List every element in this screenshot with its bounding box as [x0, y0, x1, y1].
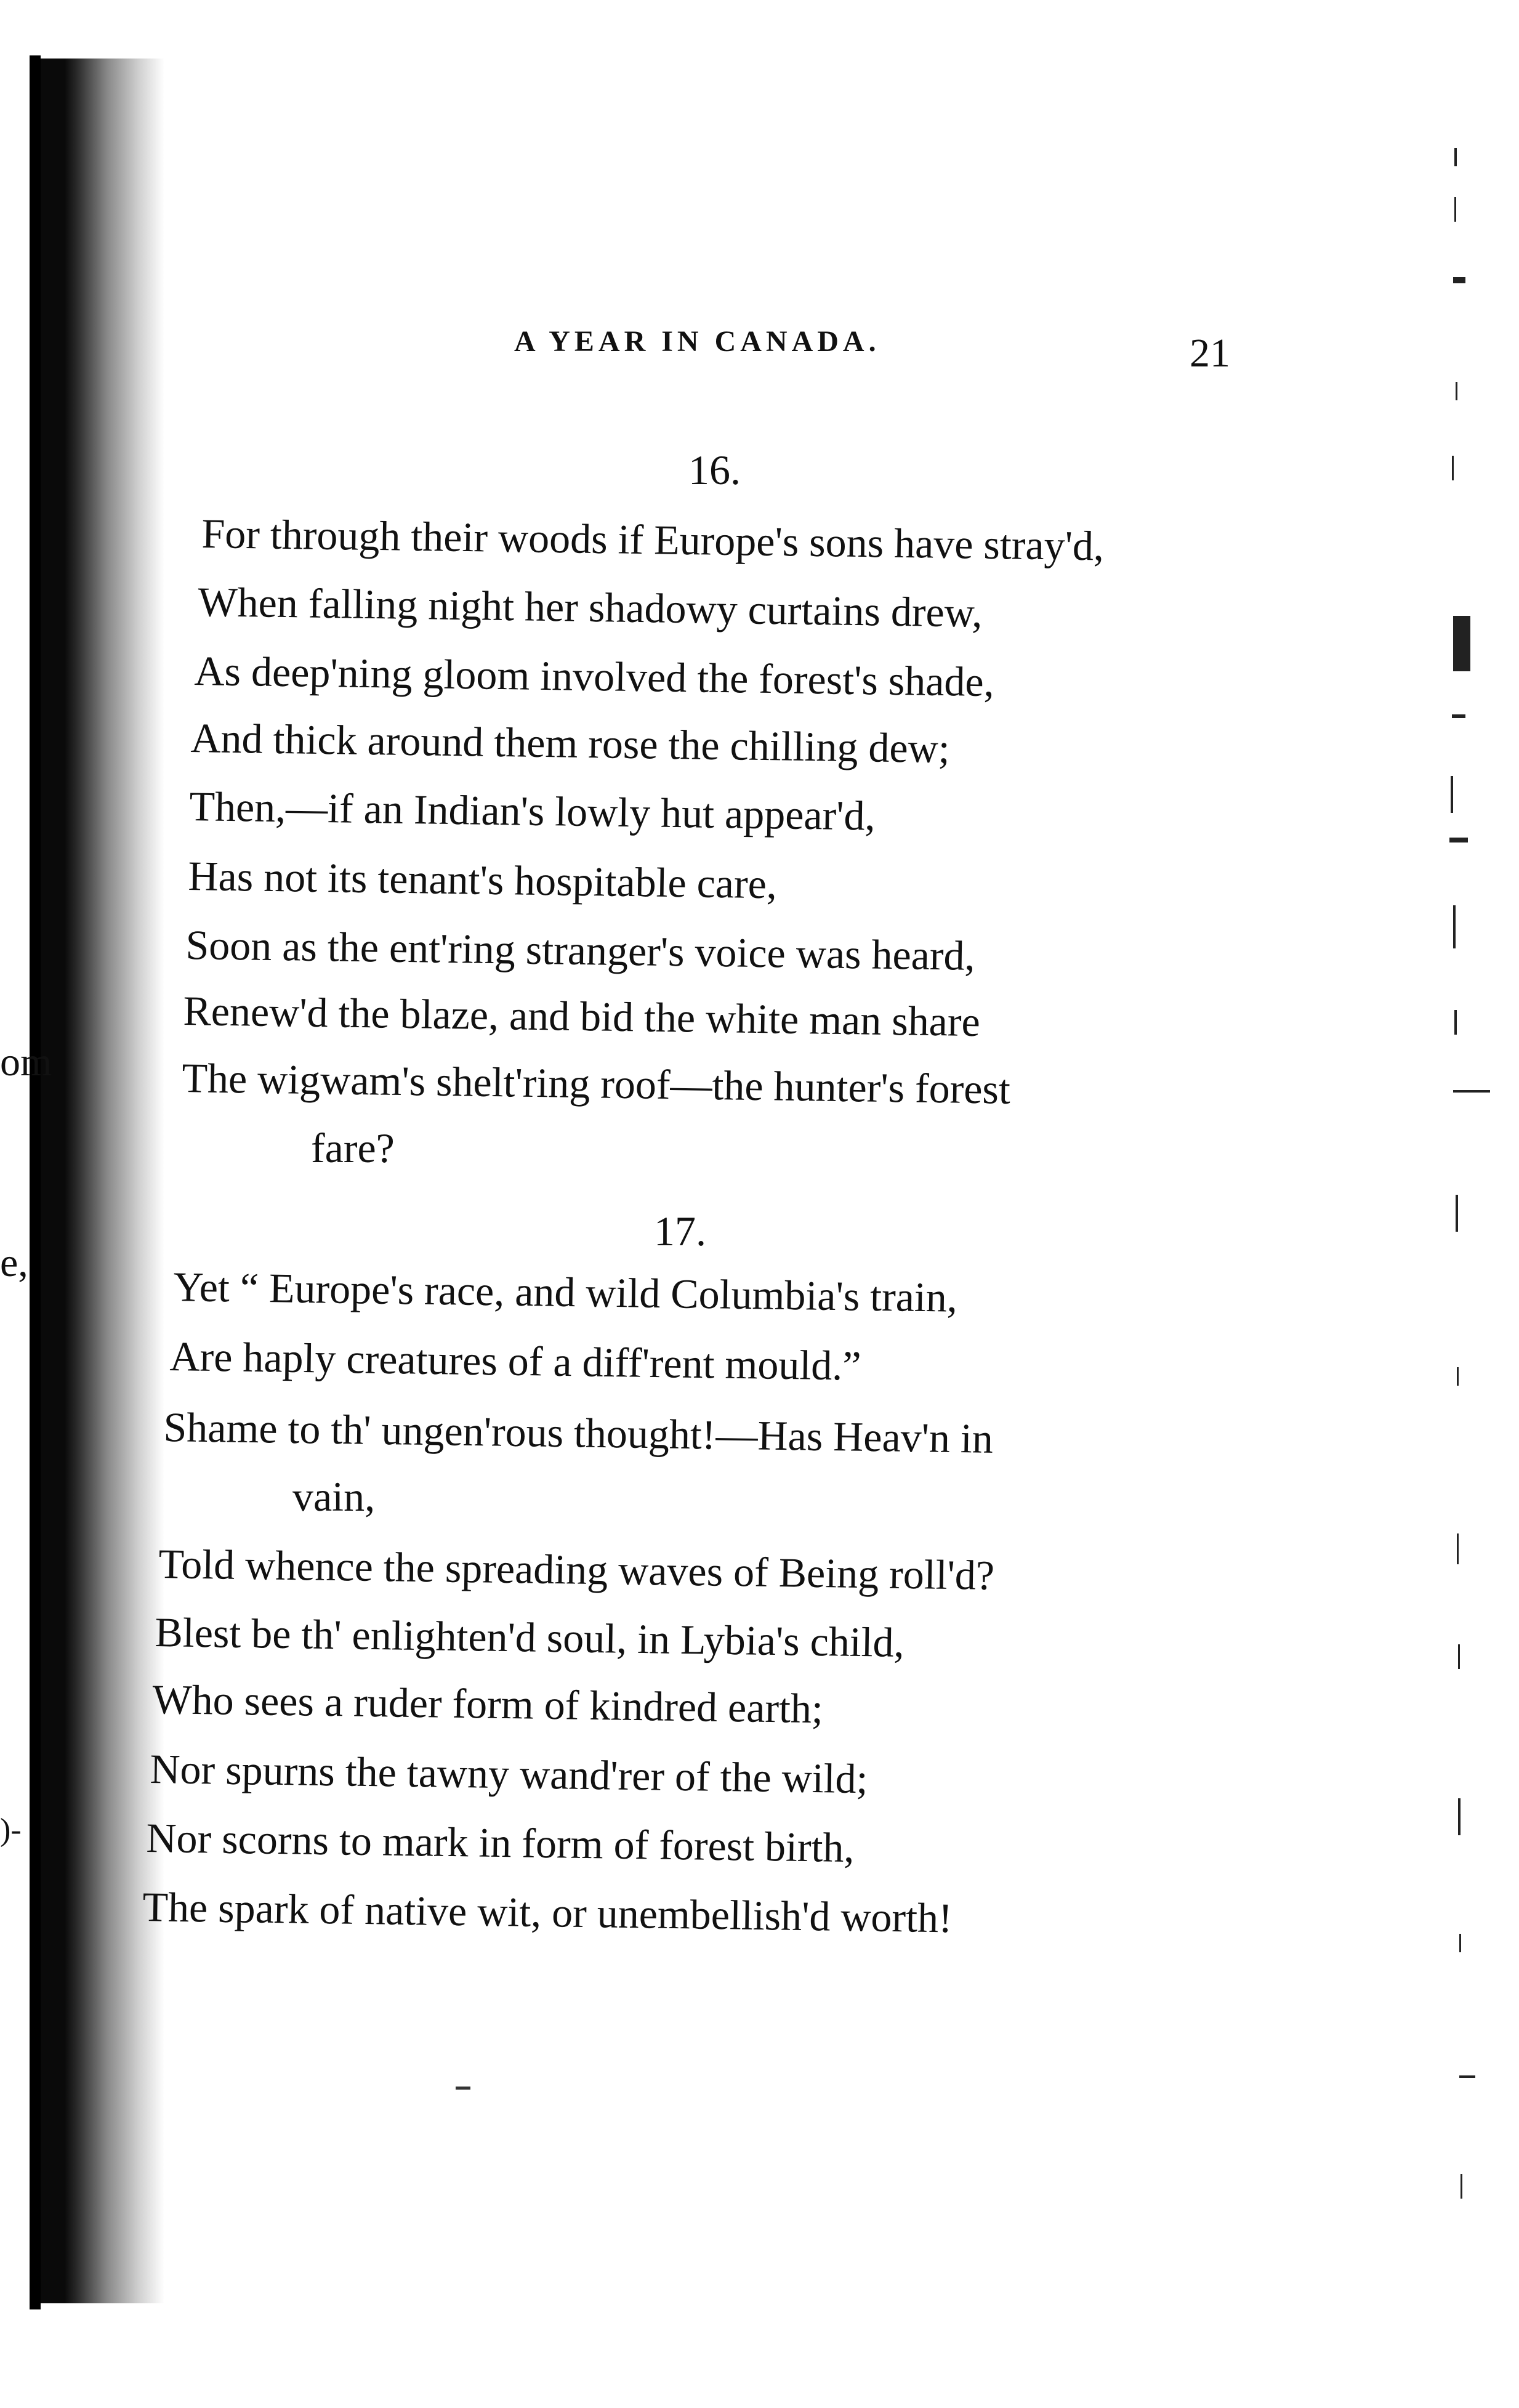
page-number: 21: [1190, 331, 1230, 376]
verse-line: And thick around them rose the chilling dew;: [190, 714, 951, 772]
bottom-mark: [456, 2087, 470, 2090]
verse-line: The spark of native wit, or unembellish'd worth!: [142, 1883, 953, 1942]
verse-line: As deep'ning gloom involved the forest's shade,: [193, 647, 995, 706]
verse-line: Who sees a ruder form of kindred earth;: [151, 1676, 824, 1732]
verse-line: Renew'd the blaze, and bid the white man share: [182, 987, 981, 1046]
verse-line: Blest be th' enlighten'd soul, in Lybia's child,: [154, 1609, 905, 1666]
verse-line: Are haply creatures of a diff'rent mould.”: [169, 1333, 862, 1389]
previous-page-fragment: om: [0, 1040, 52, 1085]
verse-line: Nor scorns to mark in form of forest birth,: [145, 1814, 855, 1872]
verse-line: For through their woods if Europe's sons have stray'd,: [201, 510, 1105, 570]
running-title: A YEAR IN CANADA.: [514, 325, 880, 358]
verse-line: Yet “ Europe's race, and wild Columbia's train,: [172, 1263, 958, 1321]
next-page-edge: [1441, 148, 1490, 2180]
verse-line: Shame to th' ungen'rous thought!—Has Heav'n in: [163, 1404, 994, 1462]
stanza-number: 17.: [654, 1208, 706, 1255]
verse-line: Told whence the spreading waves of Being roll'd?: [158, 1540, 995, 1599]
verse-line: Soon as the ent'ring stranger's voice was heard,: [185, 921, 976, 979]
verse-line: The wigwam's shelt'ring roof—the hunter's forest: [181, 1054, 1011, 1113]
verse-line: fare?: [311, 1125, 395, 1171]
previous-page-fragment: e,: [0, 1240, 28, 1285]
verse-line: Has not its tenant's hospitable care,: [187, 852, 778, 908]
verse-line: vain,: [292, 1473, 376, 1520]
verse-line: Nor spurns the tawny wand'rer of the wild;: [149, 1745, 869, 1803]
verse-line: When falling night her shadowy curtains drew,: [197, 578, 983, 636]
verse-line: Then,—if an Indian's lowly hut appear'd,: [188, 783, 876, 839]
previous-page-fragment: )-: [0, 1812, 22, 1848]
stanza-number: 16.: [688, 446, 741, 493]
binding-edge: [30, 55, 41, 2309]
page-binding-shadow: [34, 59, 164, 2303]
